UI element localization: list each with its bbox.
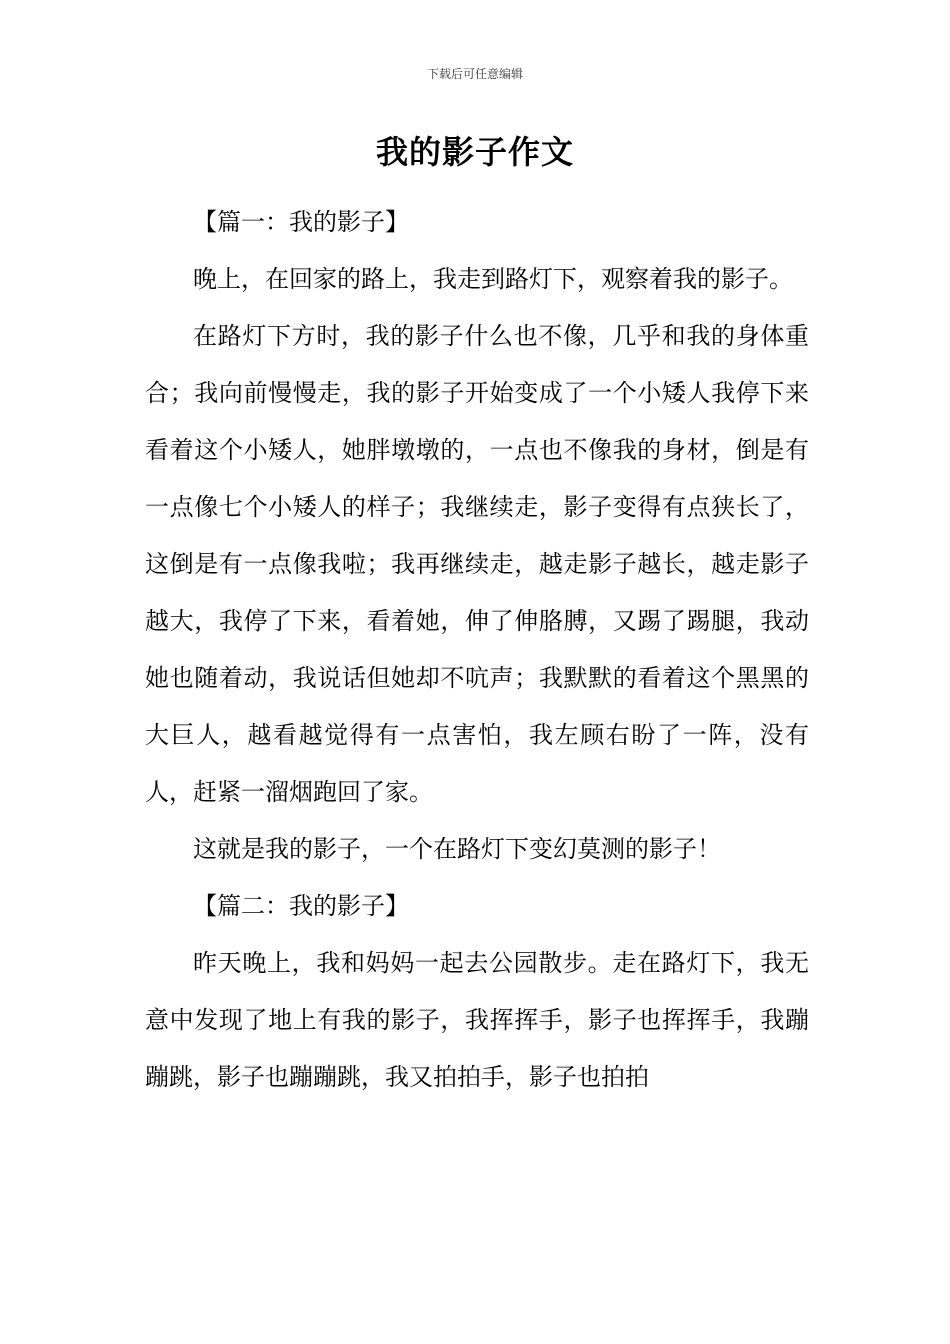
paragraph: 昨天晚上，我和妈妈一起去公园散步。走在路灯下，我无意中发现了地上有我的影子，我挥挥手，影子也挥挥手，我蹦蹦跳，影子也蹦蹦跳，我又拍拍手，影子也拍拍 <box>145 949 809 1091</box>
paragraph: 在路灯下方时，我的影子什么也不像，几乎和我的身体重合；我向前慢慢走，我的影子开始变成了一个小矮人我停下来看着这个小矮人，她胖墩墩的，一点也不像我的身材，倒是有一点像七个小矮人的样子；我继续走，影子变得有点狭长了，这倒是有一点像我啦；我再继续走，越走影子越长，越走影子越大，我停了下来，看着她，伸了伸胳膊，又踢了踢腿，我动她也随着动，我说话但她却不吭声；我默默的看着这个黑黑的大巨人，越看越觉得有一点害怕，我左顾右盼了一阵，没有人，赶紧一溜烟跑回了家。 <box>145 322 809 806</box>
paragraph: 这就是我的影子，一个在路灯下变幻莫测的影子！ <box>193 835 721 863</box>
section-heading-2: 【篇二：我的影子】 <box>193 892 409 920</box>
document-body <box>145 194 809 1106</box>
header-note: 下载后可任意编辑 <box>426 67 523 81</box>
paragraph: 晚上，在回家的路上，我走到路灯下，观察着我的影子。 <box>193 265 793 293</box>
section-heading-1: 【篇一：我的影子】 <box>193 208 409 236</box>
document-title: 我的影子作文 <box>375 133 574 171</box>
